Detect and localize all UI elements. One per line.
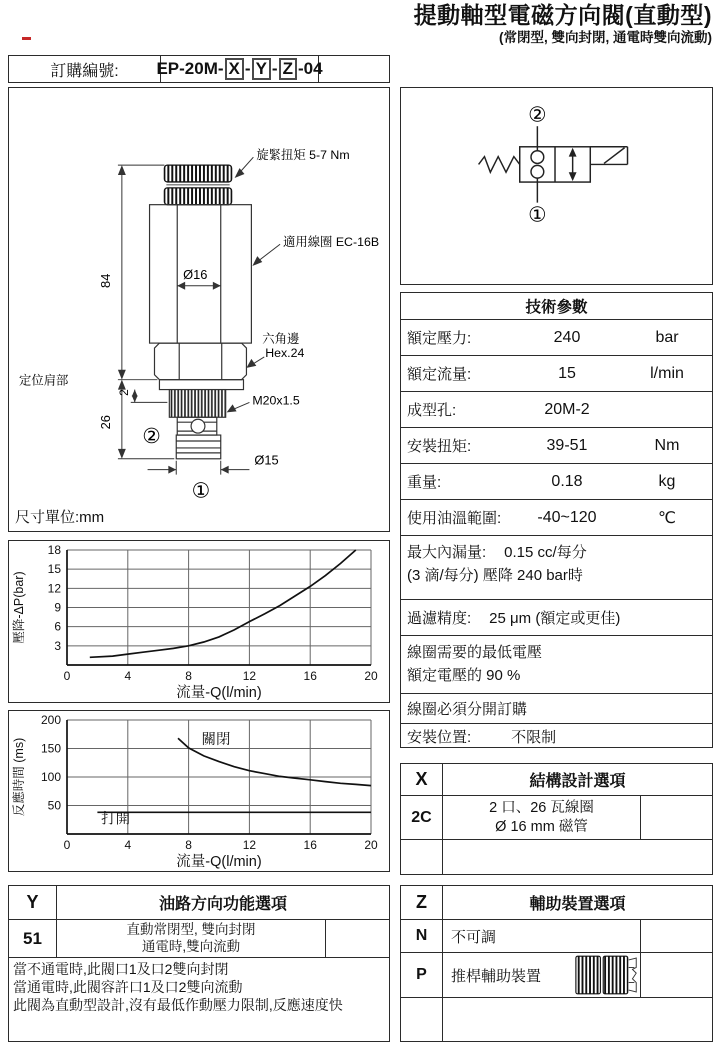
param-unit: bar [655,328,679,346]
part-code-x: X [225,58,244,80]
tech-row-filtration [401,600,712,636]
option-z-row-p [401,953,712,998]
option-z-title: 輔助裝置選項 [529,896,626,913]
torque-callout: 旋緊扭矩 5-7 Nm [256,148,350,163]
option-empty-cell [641,920,712,952]
svg-text:反應時間 (ms): 反應時間 (ms) [12,737,26,817]
option-y-title: 油路方向功能選項 [158,896,287,913]
page-subtitle: (常閉型, 雙向封閉, 通電時雙向流動) [499,29,712,45]
tech-row-flow [401,356,712,392]
dim-84-label: 84 [97,273,113,288]
param-label: 額定壓力: [407,330,472,347]
dim-26-label: 26 [97,415,113,430]
svg-text:18: 18 [47,543,61,557]
param-unit: kg [658,472,676,490]
dimension-unit-note: 尺寸單位:mm [15,509,105,526]
svg-text:壓降-ΔP(bar): 壓降-ΔP(bar) [12,571,26,644]
param-label: 安裝扭矩: [407,438,472,455]
svg-text:流量-Q(l/min): 流量-Q(l/min) [176,685,262,700]
part-dash-2: - [271,59,278,78]
option-code-cell: 2C [401,796,443,839]
option-x-code: X [401,764,443,795]
option-z-table [400,885,713,1042]
svg-text:200: 200 [40,713,61,727]
option-y-row-51 [9,920,389,958]
svg-text:16: 16 [303,838,317,852]
response-time-chart [8,710,390,872]
option-x-title: 結構設計選項 [529,773,626,790]
svg-text:20: 20 [364,669,378,683]
pressure-drop-chart-svg [9,541,387,700]
option-empty-cell [641,796,712,839]
part-code-y: Y [252,58,271,80]
tech-row-pressure [401,320,712,356]
thread-callout: M20x1.5 [252,393,300,408]
symbol-lines [479,126,628,202]
svg-text:15: 15 [47,562,61,577]
tech-row-coil-order: 線圈必須分開訂購 [401,694,712,724]
dimension-arrows [118,165,229,473]
svg-text:150: 150 [40,741,61,756]
param-label: 額定流量: [407,366,472,383]
leakage-value: 0.15 cc/每分 [504,544,587,561]
part-prefix: EP-20M- [156,59,224,78]
note-line: 當不通電時,此閥口1及口2雙向封閉 [13,961,229,977]
hex-callout-line1: 六角邊 [262,332,300,347]
valve-dimensional-drawing [8,87,390,532]
tech-params-header: 技術參數 [401,293,712,320]
option-desc-cell: 推桿輔助裝置 [443,953,641,997]
part-suffix: -04 [297,59,323,78]
option-empty-cell [326,920,389,957]
svg-text:關閉: 關閉 [201,731,231,748]
svg-text:3: 3 [54,638,61,653]
tech-row-coil-voltage [401,636,712,694]
tech-row-leakage [401,536,712,600]
mounting-value: 不限制 [511,728,557,746]
svg-text:6: 6 [54,619,61,634]
title-block [300,3,712,45]
response-time-chart-svg [9,711,387,869]
option-y-code: Y [9,886,57,919]
option-y-notes [9,958,389,1041]
filtration-label: 過濾精度: [407,610,472,627]
tech-row-cavity [401,392,712,428]
order-number-box [8,55,390,83]
knurled-nut-graphic [164,165,231,205]
coil-callout: 適用線圈 EC-16B [283,235,380,250]
valve-body-graphic [150,205,252,459]
option-desc-cell: 不可調 [443,920,641,952]
leakage-label: 最大內漏量: [407,544,487,561]
order-part-number [156,56,323,82]
param-unit: Nm [654,436,680,454]
param-unit: l/min [650,364,684,382]
svg-text:12: 12 [47,581,61,596]
option-z-code: Z [401,886,443,919]
option-desc-cell: 2 口、26 瓦線圈 Ø 16 mm 磁管 [443,796,641,839]
order-number-label: 訂購編號: [9,56,161,82]
param-label: 成型孔: [407,402,457,419]
svg-text:12: 12 [242,838,257,852]
tech-row-torque [401,428,712,464]
option-y-table [8,885,390,1042]
param-label: 使用油溫範圍: [407,510,502,527]
option-code-cell: P [401,953,443,997]
svg-text:9: 9 [54,600,61,615]
svg-text:0: 0 [63,669,71,683]
port1-marker: ① [191,479,211,503]
push-pin-option-image [574,954,640,996]
dimension-lines [118,165,250,474]
tech-row-mounting [401,724,712,748]
param-value: 0.18 [551,472,583,490]
part-dash-1: - [244,59,251,78]
coil-voltage-line2: 額定電壓的 90 % [407,667,521,685]
svg-text:8: 8 [185,838,192,852]
order-empty-cell [319,56,389,82]
dim-2-label: 2 [116,389,131,396]
dia15-dim-label: Ø15 [254,452,279,468]
symbol-port2: ② [528,103,547,127]
tech-row-oil-temp [401,500,712,536]
hydraulic-symbol-box [400,87,713,285]
option-empty-cell [641,953,712,997]
option-x-header-row [401,764,712,796]
leakage-note: (3 滴/每分) 壓降 240 bar時 [407,567,583,585]
svg-text:50: 50 [47,798,61,813]
tech-row-weight [401,464,712,500]
option-x-row-2c [401,796,712,840]
option-x-table [400,763,713,875]
param-value: 15 [558,364,576,382]
option-code-cell: N [401,920,443,952]
port2-marker: ② [142,424,161,448]
option-desc-cell: 直動常閉型, 雙向封閉 通電時,雙向流動 [57,920,326,957]
tech-params-table [400,292,713,748]
option-z-empty-row [401,998,712,1041]
param-unit: ℃ [658,509,676,527]
svg-text:0: 0 [63,838,71,852]
valve-drawing-svg [9,88,387,528]
param-value: 20M-2 [544,400,590,418]
note-line: 此閥為直動型設計,沒有最低作動壓力限制,反應速度快 [13,997,343,1014]
mounting-label: 安裝位置: [407,728,472,746]
note-line: 當通電時,此閥容許口1及口2雙向流動 [13,979,243,996]
param-value: 39-51 [546,436,588,454]
shoulder-callout: 定位肩部 [19,373,69,388]
option-y-header-row [9,886,389,920]
part-code-z: Z [279,58,297,80]
svg-text:4: 4 [124,838,132,852]
page-title: 提動軸型電磁方向閥(直動型) [413,2,712,28]
hydraulic-symbol-svg [401,88,710,282]
svg-text:16: 16 [303,669,317,683]
coil-voltage-line1: 線圈需要的最低電壓 [407,644,543,661]
red-registration-mark [22,37,31,40]
svg-text:打開: 打開 [101,811,131,828]
svg-text:12: 12 [242,669,257,683]
symbol-port1: ① [528,203,547,227]
svg-text:100: 100 [40,770,61,784]
svg-text:8: 8 [185,669,192,683]
option-x-empty-row [401,840,712,874]
leader-lines [229,157,280,411]
param-value: 240 [553,328,581,346]
hex-callout-line2: Hex.24 [265,345,305,360]
option-code-cell: 51 [9,920,57,957]
svg-text:4: 4 [124,669,132,683]
svg-text:流量-Q(l/min): 流量-Q(l/min) [176,854,262,869]
option-z-row-n [401,920,712,953]
pressure-drop-chart [8,540,390,703]
filtration-value: 25 μm (額定或更佳) [489,610,621,627]
option-z-header-row [401,886,712,920]
dia16-dim-label: Ø16 [183,266,208,282]
param-value: -40~120 [537,508,597,526]
svg-text:20: 20 [364,838,378,852]
param-label: 重量: [407,474,442,491]
